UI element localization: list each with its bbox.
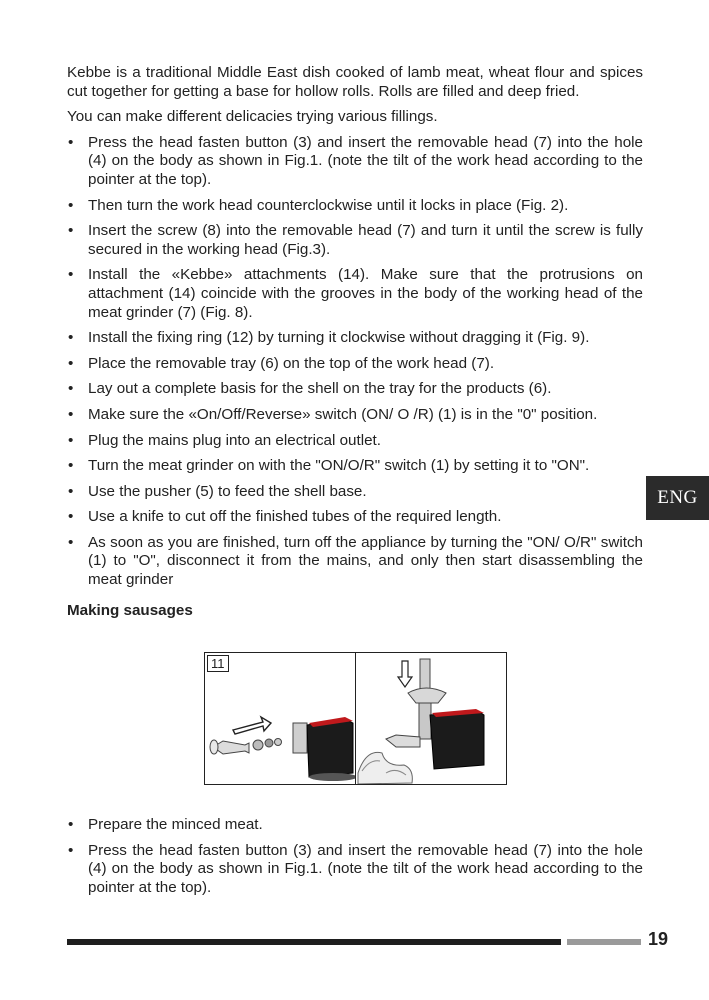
grinder-assembly-illustration bbox=[205, 653, 355, 784]
list-item: • Lay out a complete basis for the shell on the tray for the products (6). bbox=[67, 380, 643, 399]
sausage-steps bbox=[67, 816, 643, 904]
page-number: 19 bbox=[648, 929, 669, 949]
list-item: • Make sure the «On/Off/Reverse» switch (ON/ O /R) (1) is in the "0" position. bbox=[67, 406, 643, 425]
list-item: • Press the head fasten button (3) and insert the removable head (7) into the hole (4) on the body as shown in Fig.1. (note the tilt of the work head according to the pointer at the top). bbox=[67, 134, 643, 190]
list-item: • Install the «Kebbe» attachments (14). Make sure that the protrusions on attachment (14) coincide with the grooves in the body of the working head of the meat grinder (7) (Fig. 8). bbox=[67, 266, 643, 322]
sausage-steps-list bbox=[67, 816, 643, 897]
list-item: • Plug the mains plug into an electrical outlet. bbox=[67, 432, 643, 451]
list-item: • Install the fixing ring (12) by turning it clockwise without dragging it (Fig. 9). bbox=[67, 329, 643, 348]
list-item: • Then turn the work head counterclockwise until it locks in place (Fig. 2). bbox=[67, 197, 643, 216]
sausage-casing-icon bbox=[358, 752, 412, 784]
list-item: • Place the removable tray (6) on the top of the work head (7). bbox=[67, 355, 643, 374]
intro-paragraph-2: You can make different delicacies trying various fillings. bbox=[67, 108, 438, 126]
section-heading: Making sausages bbox=[67, 601, 193, 619]
figure-panel-filling bbox=[355, 652, 507, 785]
grinder-body-icon bbox=[307, 719, 353, 777]
figure-number: 11 bbox=[207, 655, 229, 672]
list-item: • Use the pusher (5) to feed the shell base. bbox=[67, 483, 643, 502]
direction-arrow-icon bbox=[233, 717, 271, 734]
ring-part-icon bbox=[253, 740, 263, 750]
list-item: • Turn the meat grinder on with the "ON/O/R" switch (1) by setting it to "ON". bbox=[67, 457, 643, 476]
list-item: • Use a knife to cut off the finished tubes of the required length. bbox=[67, 508, 643, 527]
sausage-nozzle-icon bbox=[386, 735, 420, 747]
intro-paragraph-1: Kebbe is a traditional Middle East dish cooked of lamb meat, wheat flour and spices cut together for getting a base for hollow rolls. Rolls are filled and deep fried. bbox=[67, 64, 643, 100]
work-head-icon bbox=[293, 723, 307, 753]
main-content bbox=[67, 64, 643, 620]
list-item: • Insert the screw (8) into the removable head (7) and turn it until the screw is fully secured in the working head (Fig.3). bbox=[67, 222, 643, 259]
pusher-icon bbox=[420, 659, 430, 691]
language-tab: ENG bbox=[646, 476, 709, 520]
footer-bar-light bbox=[567, 939, 641, 945]
list-item: • As soon as you are finished, turn off the appliance by turning the "ON/ O/R" switch (1) to "O", disconnect it from the mains, and only then start disassembling the meat grinder bbox=[67, 534, 643, 590]
footer-bar-dark bbox=[67, 939, 561, 945]
down-arrow-icon bbox=[398, 661, 412, 687]
kebbe-steps-list bbox=[67, 134, 643, 590]
list-item: • Prepare the minced meat. bbox=[67, 816, 643, 835]
grinder-body-icon bbox=[430, 711, 484, 769]
figure-panel-assembly bbox=[204, 652, 356, 785]
list-item: • Press the head fasten button (3) and insert the removable head (7) into the hole (4) on the body as shown in Fig.1. (note the tilt of the work head according to the pointer at the top). bbox=[67, 842, 643, 898]
figure-11 bbox=[204, 652, 507, 785]
sausage-filling-illustration bbox=[356, 653, 506, 784]
tray-icon bbox=[408, 688, 446, 703]
